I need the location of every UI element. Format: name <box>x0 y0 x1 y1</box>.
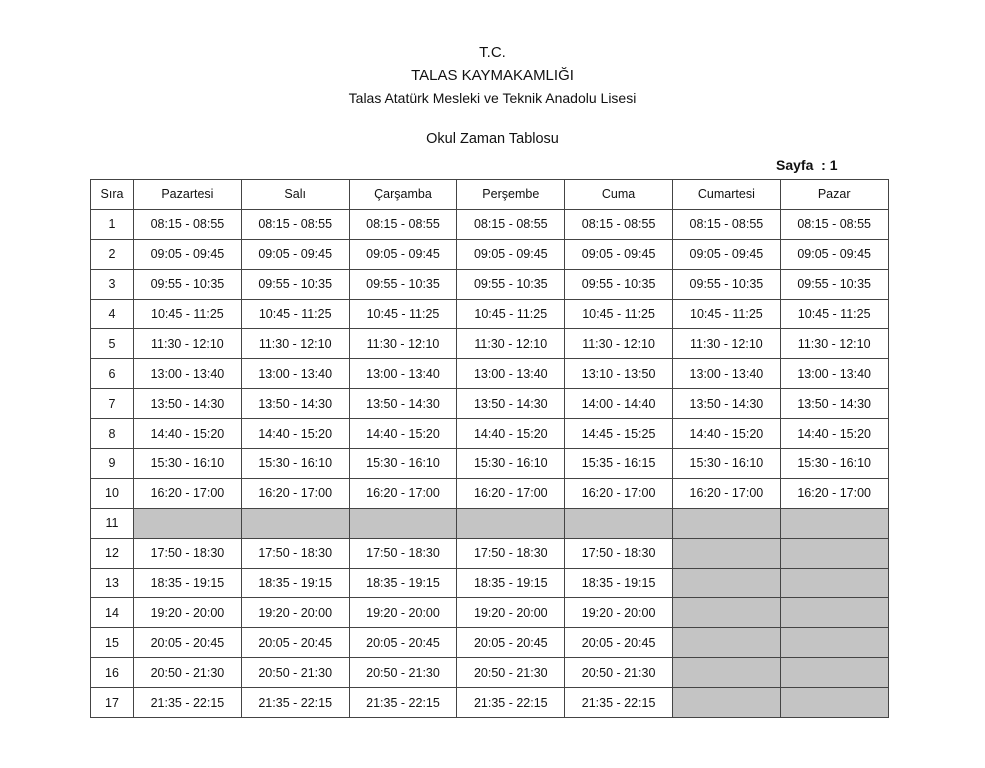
time-slot-cell: 13:50 - 14:30 <box>457 389 565 419</box>
empty-cell <box>780 538 888 568</box>
time-slot-cell: 08:15 - 08:55 <box>457 209 565 239</box>
time-slot-cell: 20:05 - 20:45 <box>565 628 673 658</box>
row-number: 10 <box>91 478 134 508</box>
table-row <box>91 628 889 658</box>
row-number: 7 <box>91 389 134 419</box>
time-slot-cell: 10:45 - 11:25 <box>134 299 242 329</box>
time-slot-cell: 13:00 - 13:40 <box>672 359 780 389</box>
time-slot-cell: 21:35 - 22:15 <box>349 688 457 718</box>
row-number: 1 <box>91 209 134 239</box>
time-slot-cell: 09:05 - 09:45 <box>565 239 673 269</box>
time-slot-cell: 20:05 - 20:45 <box>241 628 349 658</box>
time-slot-cell: 11:30 - 12:10 <box>672 329 780 359</box>
time-slot-cell: 16:20 - 17:00 <box>457 478 565 508</box>
time-slot-cell: 18:35 - 19:15 <box>134 568 242 598</box>
time-slot-cell: 09:05 - 09:45 <box>780 239 888 269</box>
time-slot-cell: 13:50 - 14:30 <box>780 389 888 419</box>
time-slot-cell: 16:20 - 17:00 <box>672 478 780 508</box>
time-slot-cell: 09:05 - 09:45 <box>134 239 242 269</box>
time-slot-cell: 14:40 - 15:20 <box>672 419 780 449</box>
time-slot-cell: 18:35 - 19:15 <box>457 568 565 598</box>
time-slot-cell: 21:35 - 22:15 <box>241 688 349 718</box>
time-slot-cell: 17:50 - 18:30 <box>349 538 457 568</box>
time-slot-cell: 13:00 - 13:40 <box>349 359 457 389</box>
header-school-name: Talas Atatürk Mesleki ve Teknik Anadolu Lisesi <box>348 90 637 106</box>
time-slot-cell: 08:15 - 08:55 <box>672 209 780 239</box>
time-slot-cell: 20:50 - 21:30 <box>134 658 242 688</box>
time-slot-cell: 19:20 - 20:00 <box>457 598 565 628</box>
time-slot-cell: 08:15 - 08:55 <box>134 209 242 239</box>
time-slot-cell: 19:20 - 20:00 <box>565 598 673 628</box>
time-slot-cell: 11:30 - 12:10 <box>349 329 457 359</box>
table-row <box>91 269 889 299</box>
time-slot-cell: 13:50 - 14:30 <box>134 389 242 419</box>
time-slot-cell: 09:55 - 10:35 <box>241 269 349 299</box>
time-slot-cell: 09:55 - 10:35 <box>565 269 673 299</box>
row-number: 9 <box>91 449 134 479</box>
time-slot-cell: 20:50 - 21:30 <box>241 658 349 688</box>
time-slot-cell: 15:30 - 16:10 <box>672 449 780 479</box>
column-header-day: Perşembe <box>457 180 565 210</box>
time-slot-cell: 10:45 - 11:25 <box>241 299 349 329</box>
empty-cell <box>672 628 780 658</box>
column-header-day: Pazartesi <box>134 180 242 210</box>
time-slot-cell: 15:35 - 16:15 <box>565 449 673 479</box>
time-slot-cell: 14:40 - 15:20 <box>134 419 242 449</box>
time-slot-cell: 18:35 - 19:15 <box>565 568 673 598</box>
time-slot-cell: 08:15 - 08:55 <box>349 209 457 239</box>
time-slot-cell: 13:50 - 14:30 <box>349 389 457 419</box>
timetable-body <box>91 209 889 717</box>
time-slot-cell: 14:45 - 15:25 <box>565 419 673 449</box>
table-row <box>91 598 889 628</box>
table-row <box>91 209 889 239</box>
time-slot-cell: 15:30 - 16:10 <box>241 449 349 479</box>
row-number: 13 <box>91 568 134 598</box>
time-slot-cell: 09:55 - 10:35 <box>780 269 888 299</box>
time-slot-cell: 16:20 - 17:00 <box>134 478 242 508</box>
time-slot-cell: 19:20 - 20:00 <box>134 598 242 628</box>
time-slot-cell: 14:40 - 15:20 <box>780 419 888 449</box>
header-district-governorship: TALAS KAYMAKAMLIĞI <box>411 67 574 84</box>
time-slot-cell: 18:35 - 19:15 <box>241 568 349 598</box>
time-slot-cell: 10:45 - 11:25 <box>672 299 780 329</box>
time-slot-cell: 21:35 - 22:15 <box>457 688 565 718</box>
column-header-day: Çarşamba <box>349 180 457 210</box>
empty-cell <box>780 568 888 598</box>
column-header-sira: Sıra <box>91 180 134 210</box>
time-slot-cell: 16:20 - 17:00 <box>349 478 457 508</box>
time-slot-cell: 09:55 - 10:35 <box>134 269 242 299</box>
row-number: 2 <box>91 239 134 269</box>
time-slot-cell: 15:30 - 16:10 <box>349 449 457 479</box>
table-row <box>91 449 889 479</box>
time-slot-cell: 09:55 - 10:35 <box>349 269 457 299</box>
time-slot-cell: 20:50 - 21:30 <box>457 658 565 688</box>
empty-cell <box>780 628 888 658</box>
empty-cell <box>672 538 780 568</box>
time-slot-cell: 11:30 - 12:10 <box>457 329 565 359</box>
time-slot-cell: 13:50 - 14:30 <box>672 389 780 419</box>
time-slot-cell: 11:30 - 12:10 <box>241 329 349 359</box>
table-row <box>91 568 889 598</box>
empty-cell <box>565 508 673 538</box>
time-slot-cell: 08:15 - 08:55 <box>565 209 673 239</box>
time-slot-cell: 09:05 - 09:45 <box>672 239 780 269</box>
time-slot-cell: 17:50 - 18:30 <box>241 538 349 568</box>
column-header-day: Cumartesi <box>672 180 780 210</box>
timetable <box>90 179 889 718</box>
empty-cell <box>672 568 780 598</box>
time-slot-cell: 17:50 - 18:30 <box>457 538 565 568</box>
time-slot-cell: 13:00 - 13:40 <box>134 359 242 389</box>
time-slot-cell: 17:50 - 18:30 <box>565 538 673 568</box>
time-slot-cell: 16:20 - 17:00 <box>241 478 349 508</box>
time-slot-cell: 16:20 - 17:00 <box>780 478 888 508</box>
empty-cell <box>672 688 780 718</box>
empty-cell <box>672 508 780 538</box>
time-slot-cell: 14:40 - 15:20 <box>241 419 349 449</box>
row-number: 3 <box>91 269 134 299</box>
table-row <box>91 508 889 538</box>
header-tc: T.C. <box>479 44 506 61</box>
time-slot-cell: 13:00 - 13:40 <box>241 359 349 389</box>
row-number: 5 <box>91 329 134 359</box>
column-header-day: Cuma <box>565 180 673 210</box>
time-slot-cell: 18:35 - 19:15 <box>349 568 457 598</box>
row-number: 14 <box>91 598 134 628</box>
time-slot-cell: 11:30 - 12:10 <box>780 329 888 359</box>
column-header-day: Salı <box>241 180 349 210</box>
time-slot-cell: 11:30 - 12:10 <box>565 329 673 359</box>
table-row <box>91 299 889 329</box>
table-row <box>91 239 889 269</box>
table-row <box>91 389 889 419</box>
time-slot-cell: 13:00 - 13:40 <box>457 359 565 389</box>
table-row <box>91 419 889 449</box>
time-slot-cell: 13:10 - 13:50 <box>565 359 673 389</box>
empty-cell <box>349 508 457 538</box>
time-slot-cell: 15:30 - 16:10 <box>780 449 888 479</box>
row-number: 15 <box>91 628 134 658</box>
timetable-header-row <box>91 180 889 210</box>
time-slot-cell: 14:40 - 15:20 <box>349 419 457 449</box>
time-slot-cell: 10:45 - 11:25 <box>349 299 457 329</box>
time-slot-cell: 09:05 - 09:45 <box>457 239 565 269</box>
empty-cell <box>241 508 349 538</box>
empty-cell <box>134 508 242 538</box>
row-number: 16 <box>91 658 134 688</box>
time-slot-cell: 14:40 - 15:20 <box>457 419 565 449</box>
row-number: 11 <box>91 508 134 538</box>
time-slot-cell: 13:50 - 14:30 <box>241 389 349 419</box>
time-slot-cell: 20:50 - 21:30 <box>349 658 457 688</box>
time-slot-cell: 13:00 - 13:40 <box>780 359 888 389</box>
page-number: Sayfa : 1 <box>776 157 838 173</box>
empty-cell <box>780 658 888 688</box>
time-slot-cell: 08:15 - 08:55 <box>780 209 888 239</box>
time-slot-cell: 08:15 - 08:55 <box>241 209 349 239</box>
time-slot-cell: 20:05 - 20:45 <box>134 628 242 658</box>
table-row <box>91 688 889 718</box>
row-number: 12 <box>91 538 134 568</box>
table-row <box>91 538 889 568</box>
row-number: 8 <box>91 419 134 449</box>
row-number: 17 <box>91 688 134 718</box>
time-slot-cell: 16:20 - 17:00 <box>565 478 673 508</box>
empty-cell <box>672 598 780 628</box>
empty-cell <box>780 598 888 628</box>
time-slot-cell: 09:55 - 10:35 <box>457 269 565 299</box>
document-title: Okul Zaman Tablosu <box>426 131 559 147</box>
time-slot-cell: 17:50 - 18:30 <box>134 538 242 568</box>
time-slot-cell: 10:45 - 11:25 <box>565 299 673 329</box>
time-slot-cell: 19:20 - 20:00 <box>349 598 457 628</box>
time-slot-cell: 09:05 - 09:45 <box>241 239 349 269</box>
time-slot-cell: 11:30 - 12:10 <box>134 329 242 359</box>
table-row <box>91 359 889 389</box>
empty-cell <box>780 508 888 538</box>
empty-cell <box>672 658 780 688</box>
row-number: 6 <box>91 359 134 389</box>
time-slot-cell: 19:20 - 20:00 <box>241 598 349 628</box>
time-slot-cell: 15:30 - 16:10 <box>457 449 565 479</box>
column-header-day: Pazar <box>780 180 888 210</box>
time-slot-cell: 20:05 - 20:45 <box>457 628 565 658</box>
table-row <box>91 329 889 359</box>
table-row <box>91 478 889 508</box>
empty-cell <box>780 688 888 718</box>
time-slot-cell: 15:30 - 16:10 <box>134 449 242 479</box>
time-slot-cell: 14:00 - 14:40 <box>565 389 673 419</box>
time-slot-cell: 20:05 - 20:45 <box>349 628 457 658</box>
table-row <box>91 658 889 688</box>
time-slot-cell: 20:50 - 21:30 <box>565 658 673 688</box>
time-slot-cell: 09:05 - 09:45 <box>349 239 457 269</box>
empty-cell <box>457 508 565 538</box>
time-slot-cell: 10:45 - 11:25 <box>457 299 565 329</box>
time-slot-cell: 21:35 - 22:15 <box>134 688 242 718</box>
time-slot-cell: 10:45 - 11:25 <box>780 299 888 329</box>
time-slot-cell: 21:35 - 22:15 <box>565 688 673 718</box>
row-number: 4 <box>91 299 134 329</box>
time-slot-cell: 09:55 - 10:35 <box>672 269 780 299</box>
